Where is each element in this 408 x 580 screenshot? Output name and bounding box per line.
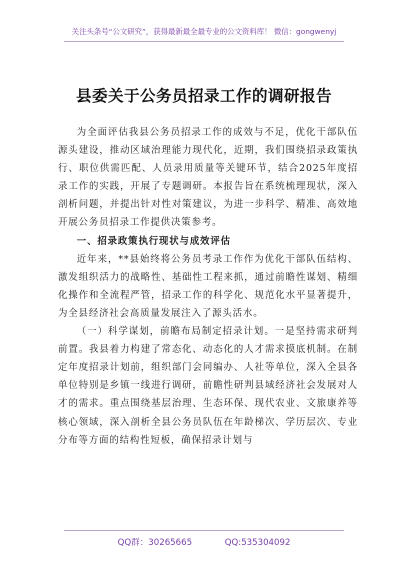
footer-qq-contact: QQ:535304092 bbox=[224, 538, 291, 548]
document-title: 县委关于公务员招录工作的调研报告 bbox=[75, 87, 332, 105]
section-1-subsection-1: （一）科学谋划，前瞻布局制定招录计划。一是坚持需求研判前置。我县着力构建了常态化、动态化的人才需求摸底机制。在制定年度招录计划前，组织部门会同编办、人社等单位，深入全县各单位特别是乡镇一线进行调研，前瞻性研判县域经济社会发展对人才的需求。重点围绕基层治理、生态环保、现代农业、文旅康养等核心领域，深入剖析全县公务员队伍在年龄梯次、学历层次、专业分布等方面的结构性短板，确保招录计划与 bbox=[58, 326, 358, 446]
header-banner: 关注头条号“公文研究”，获得最新最全最专业的公文资料库！ 微信：gongwenyj bbox=[71, 27, 337, 36]
footer bbox=[0, 536, 408, 548]
intro-paragraph: 为全面评估我县公务员招录工作的成效与不足，优化干部队伍源头建设，推动区域治理能力现代化，近期，我们围绕招录政策执行、职位供需匹配、人员录用质量等关键环节，结合2025年度招录工作的实践，开展了专题调研。本报告旨在系统梳理现状，深入剖析问题，并提出针对性对策建议，为进一步科学、精准、高效地开展公务员招录工作提供决策参考。 bbox=[58, 127, 358, 229]
section-heading-1: 一、招录政策执行现状与成效评估 bbox=[76, 235, 231, 247]
header-divider bbox=[64, 41, 344, 42]
section-1-paragraph: 近年来，**县始终将公务员考录工作作为优化干部队伍结构、激发组织活力的战略性、基础性工程来抓，通过前瞻性谋划、精细化操作和全流程严管，招录工作的科学化、规范化水平显著提升，为全县经济社会高质量发展注入了源头活水。 bbox=[58, 253, 358, 319]
document-body bbox=[58, 124, 358, 450]
footer-qq-group: QQ群：30265665 bbox=[117, 538, 193, 548]
footer-divider bbox=[64, 530, 344, 531]
